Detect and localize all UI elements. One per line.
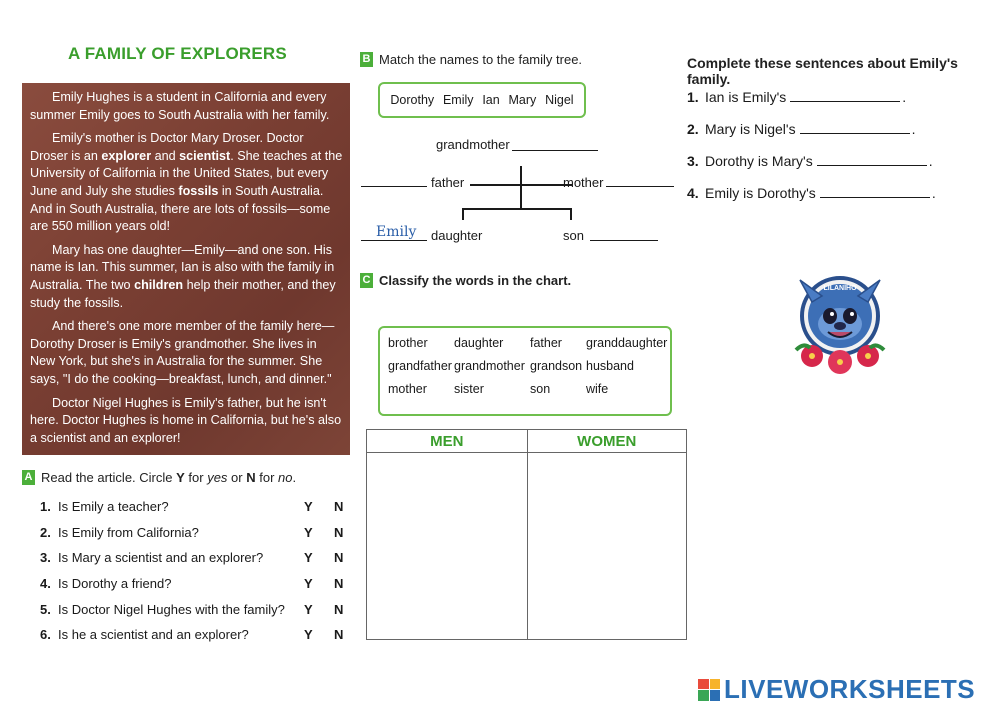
question-text: Is Mary a scientist and an explorer? xyxy=(58,550,264,566)
article-paragraph: Mary has one daughter—Emily—and one son. His name is Ian. This summer, Ian is also with the family in Australia. The two children help their mother, and they study the fossils. xyxy=(30,242,336,310)
word-item[interactable]: sister xyxy=(454,382,484,396)
section-c-badge: C xyxy=(360,273,373,288)
yes-option[interactable]: Y xyxy=(304,576,313,592)
question-text: Is Emily from California? xyxy=(58,524,199,540)
sentence-number: 2. xyxy=(687,121,699,137)
sentence-text: Dorothy is Mary's xyxy=(705,153,813,169)
no-option[interactable]: N xyxy=(334,499,344,515)
question-row xyxy=(40,545,350,571)
no-option[interactable]: N xyxy=(334,601,344,617)
sentence-text: Ian is Emily's xyxy=(705,89,787,105)
sentence-end: . xyxy=(911,121,916,137)
question-number: 2. xyxy=(40,524,51,540)
tree-connector xyxy=(470,184,572,186)
logo-grid-icon xyxy=(698,679,720,701)
no-option[interactable]: N xyxy=(334,524,344,540)
article-paragraph: Emily's mother is Doctor Mary Droser. Doctor Droser is an explorer and scientist. She teaches at the University of California in the United States, but every June and July she studies fossils in South Australia. And in South Australia, there are lots of fossils—some are 550 million years old! xyxy=(30,131,343,234)
name-word: Dorothy xyxy=(390,93,435,107)
word-item[interactable]: daughter xyxy=(454,336,504,350)
word-item[interactable]: mother xyxy=(388,382,427,396)
stitch-sticker-icon xyxy=(790,272,890,376)
section-b-badge: B xyxy=(360,52,373,67)
question-row xyxy=(40,520,350,546)
section-b-instruction: Match the names to the family tree. xyxy=(379,52,583,67)
tree-connector xyxy=(462,208,464,220)
question-list xyxy=(40,494,350,648)
sentence-number: 3. xyxy=(687,153,699,169)
word-item[interactable]: granddaughter xyxy=(586,336,668,350)
word-item[interactable]: father xyxy=(530,336,562,350)
name-word: Emily xyxy=(442,93,474,107)
tree-connector xyxy=(520,166,522,210)
word-item[interactable]: wife xyxy=(586,382,609,396)
daughter-answer[interactable]: Emily xyxy=(376,224,417,240)
question-text: Is Emily a teacher? xyxy=(58,499,169,515)
sentence-row xyxy=(687,184,936,201)
question-number: 5. xyxy=(40,601,51,617)
section-a-badge: A xyxy=(22,470,35,485)
sentence-end: . xyxy=(931,185,936,201)
sentence-row xyxy=(687,152,933,169)
complete-title: Complete these sentences about Emily's family. xyxy=(687,55,958,87)
women-header: WOMEN xyxy=(527,430,687,452)
women-drop-zone[interactable] xyxy=(527,453,687,639)
sentence-text: Mary is Nigel's xyxy=(705,121,796,137)
yes-option[interactable]: Y xyxy=(304,627,313,643)
section-b-heading xyxy=(360,52,582,67)
logo-text: LIVEWORKSHEETS xyxy=(724,674,976,704)
article-paragraph: And there's one more member of the family here—Dorothy Droser is Emily's grandmother. She lives in New York, but she's in Australia for the summer. She says, "I do the cooking—breakfast, lunch, and dinner." xyxy=(30,319,335,386)
sentence-number: 1. xyxy=(687,89,699,105)
tree-father-label: father xyxy=(431,175,465,190)
question-row xyxy=(40,622,350,648)
yes-option[interactable]: Y xyxy=(304,499,313,515)
no-option[interactable]: N xyxy=(334,550,344,566)
tree-connector xyxy=(462,208,572,210)
question-number: 3. xyxy=(40,550,51,566)
answer-blank[interactable] xyxy=(820,184,930,198)
word-item[interactable]: brother xyxy=(388,336,428,350)
word-item[interactable]: husband xyxy=(586,359,634,373)
article-paragraph: Doctor Nigel Hughes is Emily's father, but he isn't here. Doctor Hughes is home in California, but he's also a scientist and an explorer! xyxy=(30,395,342,445)
question-number: 4. xyxy=(40,576,51,592)
no-option[interactable]: N xyxy=(334,576,344,592)
name-word: Mary xyxy=(508,93,537,107)
question-row xyxy=(40,571,350,597)
article-paragraph: Emily Hughes is a student in California and every summer Emily goes to South Australia with her family. xyxy=(30,90,330,122)
father-blank[interactable] xyxy=(361,186,427,187)
word-item[interactable]: grandmother xyxy=(454,359,525,373)
son-blank[interactable] xyxy=(590,240,658,241)
answer-blank[interactable] xyxy=(800,120,910,134)
name-word: Ian xyxy=(482,93,500,107)
page-title: A FAMILY OF EXPLORERS xyxy=(68,44,287,63)
article-panel xyxy=(22,83,350,455)
grandmother-blank[interactable] xyxy=(512,150,598,151)
sentence-row xyxy=(687,88,906,105)
word-item[interactable]: grandfather xyxy=(388,359,452,373)
word-item[interactable]: son xyxy=(530,382,551,396)
yes-option[interactable]: Y xyxy=(304,550,313,566)
section-a-heading xyxy=(22,470,296,485)
question-row xyxy=(40,596,350,622)
answer-blank[interactable] xyxy=(790,88,900,102)
tree-grandmother-label: grandmother xyxy=(436,137,510,152)
name-word: Nigel xyxy=(545,93,574,107)
yes-option[interactable]: Y xyxy=(304,601,313,617)
section-c-heading xyxy=(360,273,571,288)
question-number: 6. xyxy=(40,627,51,643)
answer-blank[interactable] xyxy=(817,152,927,166)
word-item[interactable]: grandson xyxy=(530,359,583,373)
sentence-number: 4. xyxy=(687,185,699,201)
classify-chart xyxy=(366,429,687,640)
question-text: Is he a scientist and an explorer? xyxy=(58,627,249,643)
liveworksheets-logo xyxy=(698,674,975,705)
tree-mother-label: mother xyxy=(563,175,604,190)
tree-son-label: son xyxy=(563,228,584,243)
section-a-instruction: Read the article. Circle Y for yes or N for no. xyxy=(41,470,297,485)
daughter-blank[interactable] xyxy=(361,240,427,241)
sentence-text: Emily is Dorothy's xyxy=(705,185,816,201)
men-header: MEN xyxy=(430,433,464,450)
tree-daughter-label: daughter xyxy=(431,228,483,243)
no-option[interactable]: N xyxy=(334,627,344,643)
mother-blank[interactable] xyxy=(606,186,674,187)
section-c-instruction: Classify the words in the chart. xyxy=(379,273,572,288)
name-bank xyxy=(378,82,586,118)
question-row xyxy=(40,494,350,520)
question-text: Is Dorothy a friend? xyxy=(58,576,172,592)
question-text: Is Doctor Nigel Hughes with the family? xyxy=(58,601,285,617)
sentence-row xyxy=(687,120,915,137)
sentence-end: . xyxy=(902,89,907,105)
sentence-end: . xyxy=(928,153,933,169)
tree-connector xyxy=(570,208,572,220)
sticker-text: LILANIHO xyxy=(823,285,857,292)
question-number: 1. xyxy=(40,499,51,515)
yes-option[interactable]: Y xyxy=(304,524,313,540)
men-drop-zone[interactable] xyxy=(367,453,527,639)
word-bank xyxy=(378,326,672,416)
